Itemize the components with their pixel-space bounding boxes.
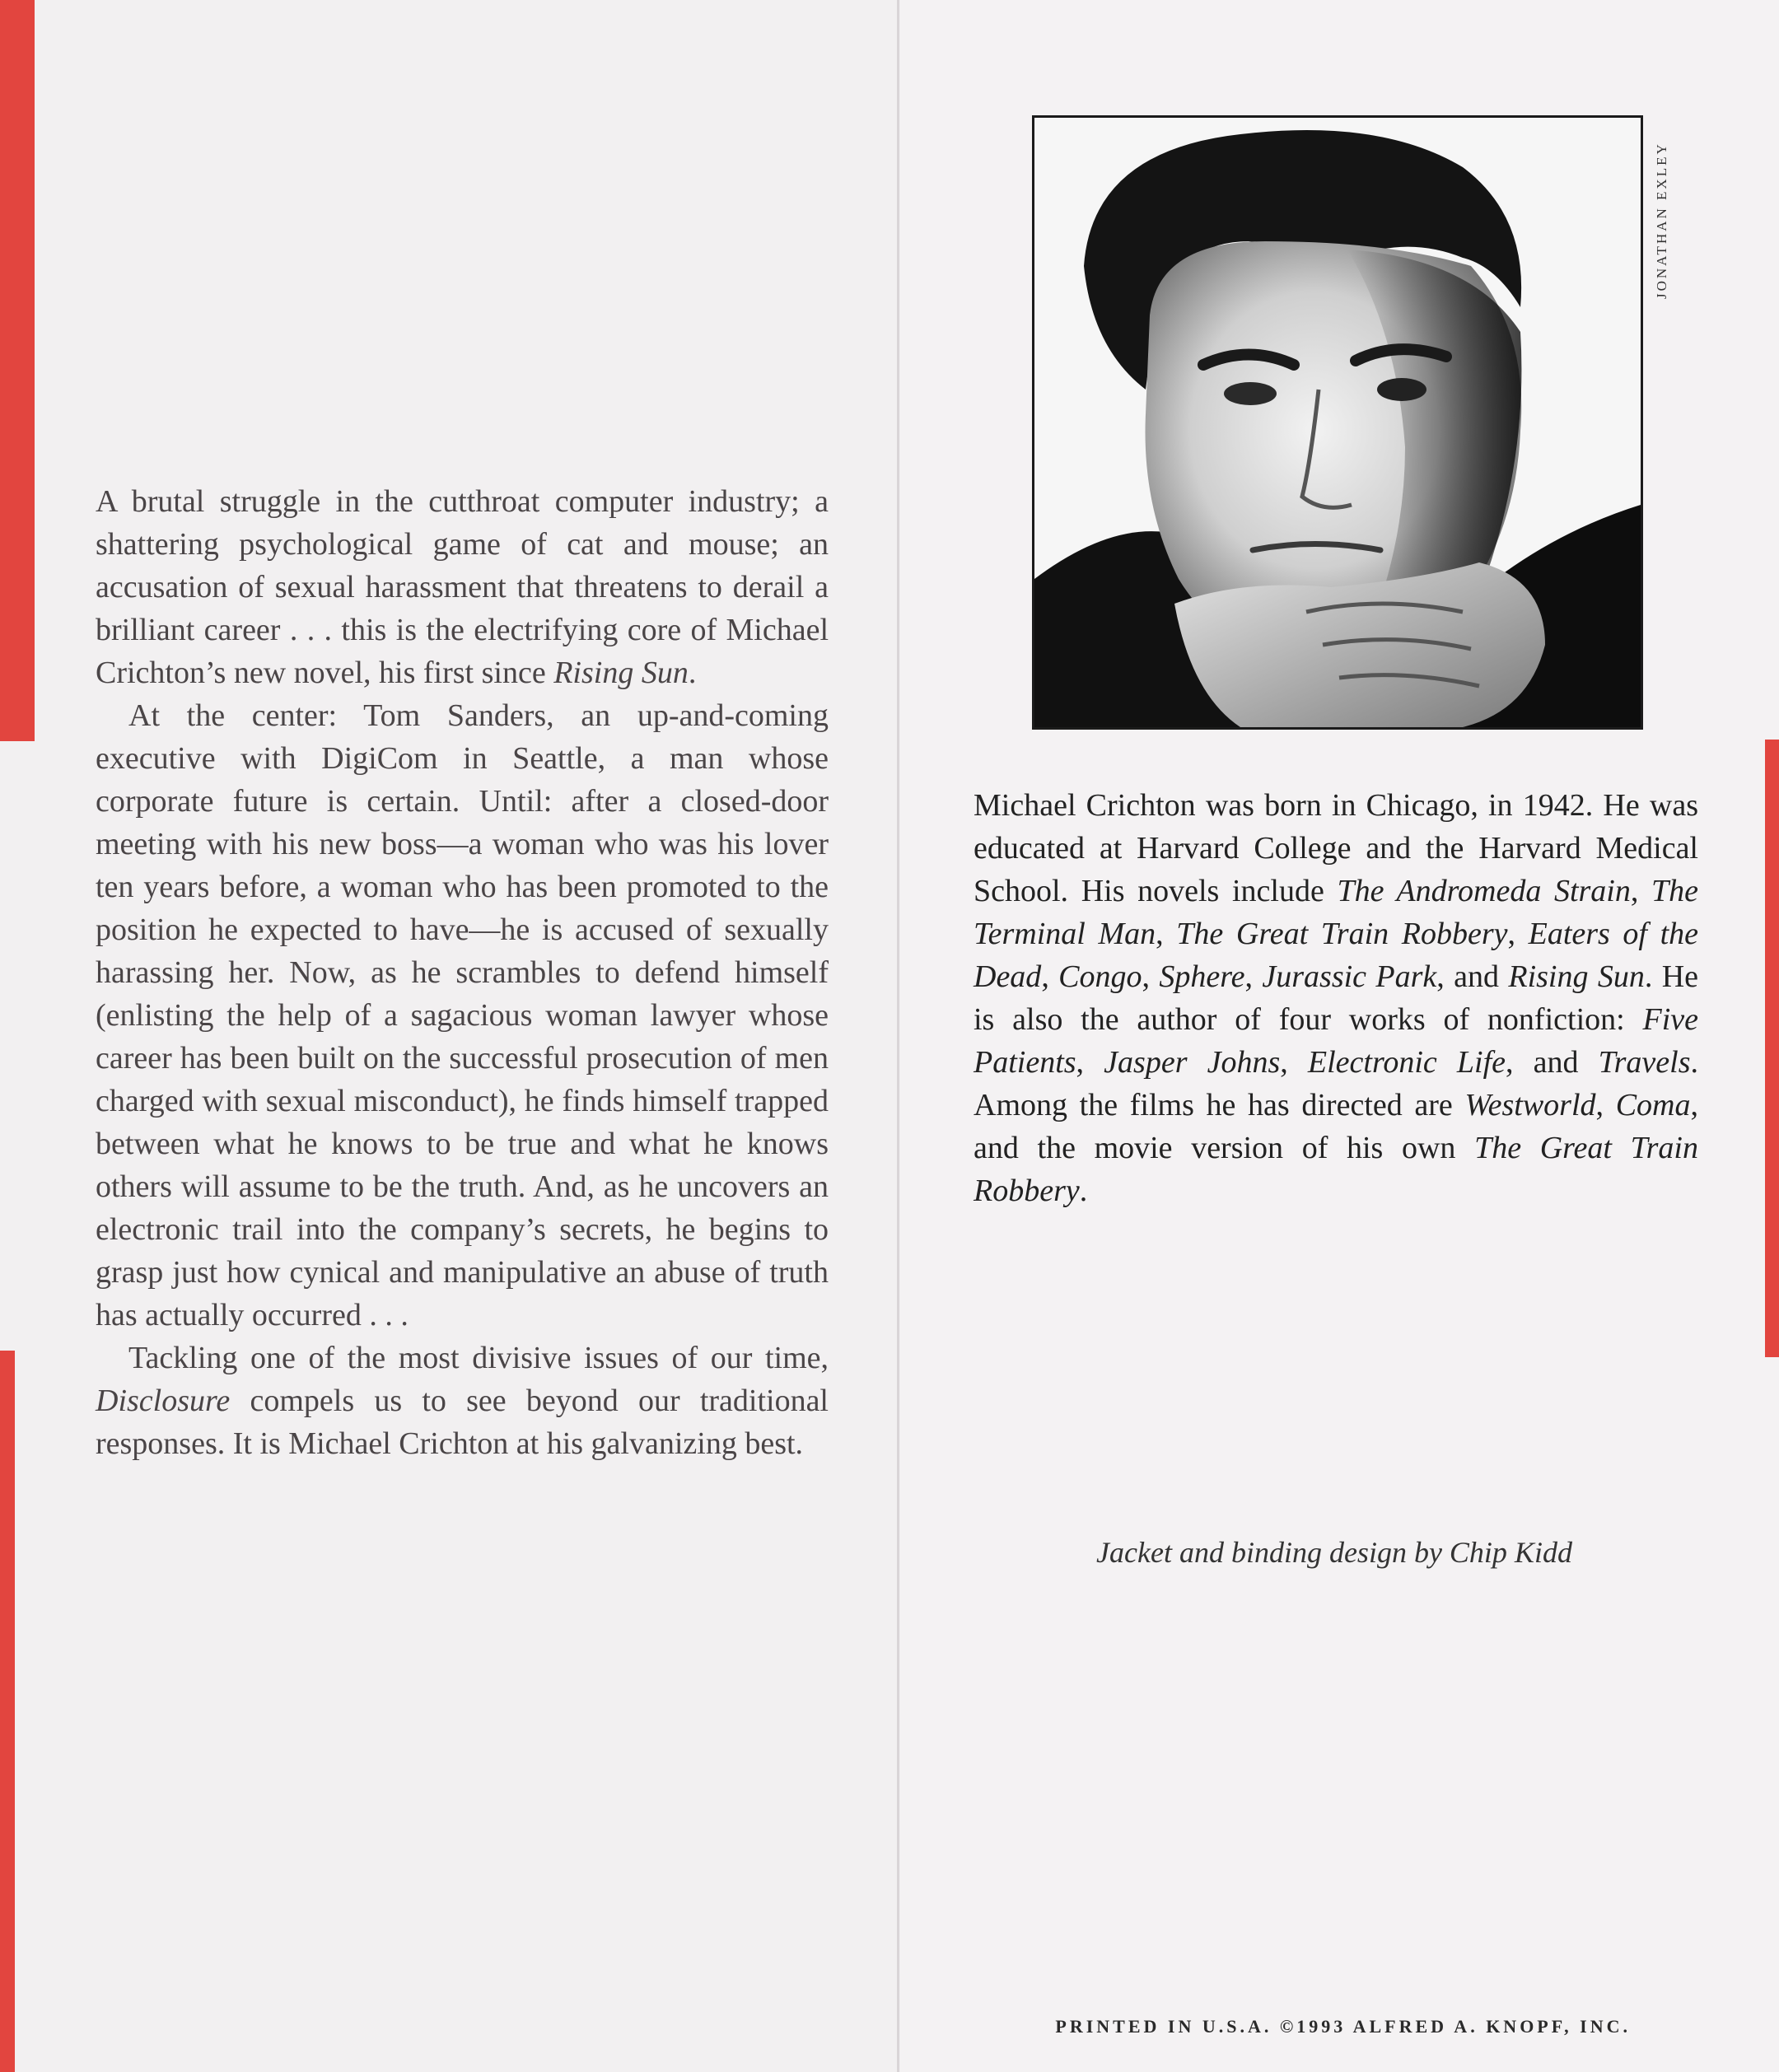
blurb-paragraph-1: A brutal struggle in the cutthroat computer industry; a shattering psychological game of cat and mouse; an accusation of sexual harassment that threatens to derail a brilliant career . . . this is the electrifying core of Michael Crichton’s new novel, his first since Rising Sun. xyxy=(96,484,829,690)
design-credit: Jacket and binding design by Chip Kidd xyxy=(1096,1536,1572,1569)
author-photo xyxy=(1032,115,1643,730)
author-portrait-image xyxy=(1034,118,1641,727)
photo-credit: JONATHAN EXLEY xyxy=(1654,142,1669,300)
red-edge-right xyxy=(1765,740,1779,1357)
blurb-paragraph-2: At the center: Tom Sanders, an up-and-coming executive with DigiCom in Seattle, a man whose corporate future is certain. Until: after a closed-door meeting with his new boss—a woman who was his lover ten years before, a woman who has been promoted to the position he expected to have—he is accused of sexually harassing her. Now, as he scrambles to defend himself (enlisting the help of a sagacious woman lawyer whose career has been built on the successful prosecution of men charged with sexual misconduct), he finds himself trapped between what he knows to be true and what he knows others will assume to be the truth. And, as he uncovers an electronic trail into the company’s secrets, he begins to grasp just how cynical and manipulative an abuse of truth has actually occurred . . . xyxy=(96,698,829,1332)
author-bio xyxy=(974,784,1698,1212)
red-edge-left-bottom xyxy=(0,1351,15,2072)
blurb-paragraph-3: Tackling one of the most divisive issues of our time, Disclosure compels us to see beyond our traditional responses. It is Michael Crichton at his galvanizing best. xyxy=(96,1341,829,1461)
fold-line xyxy=(897,0,899,2072)
bio-paragraph: Michael Crichton was born in Chicago, in 1942. He was educated at Harvard College and the Harvard Medical School. His novels include The Andromeda Strain, The Terminal Man, The Great Train Robbery, Eaters of the Dead, Congo, Sphere, Jurassic Park, and Rising Sun. He is also the author of four works of nonfiction: Five Patients, Jasper Johns, Electronic Life, and Travels. Among the films he has directed are Westworld, Coma, and the movie version of his own The Great Train Robbery. xyxy=(974,788,1699,1208)
red-edge-left-top xyxy=(0,0,35,741)
imprint-line: PRINTED IN U.S.A. ©1993 ALFRED A. KNOPF, INC. xyxy=(1055,2016,1631,2037)
flap-copy xyxy=(96,480,829,1465)
